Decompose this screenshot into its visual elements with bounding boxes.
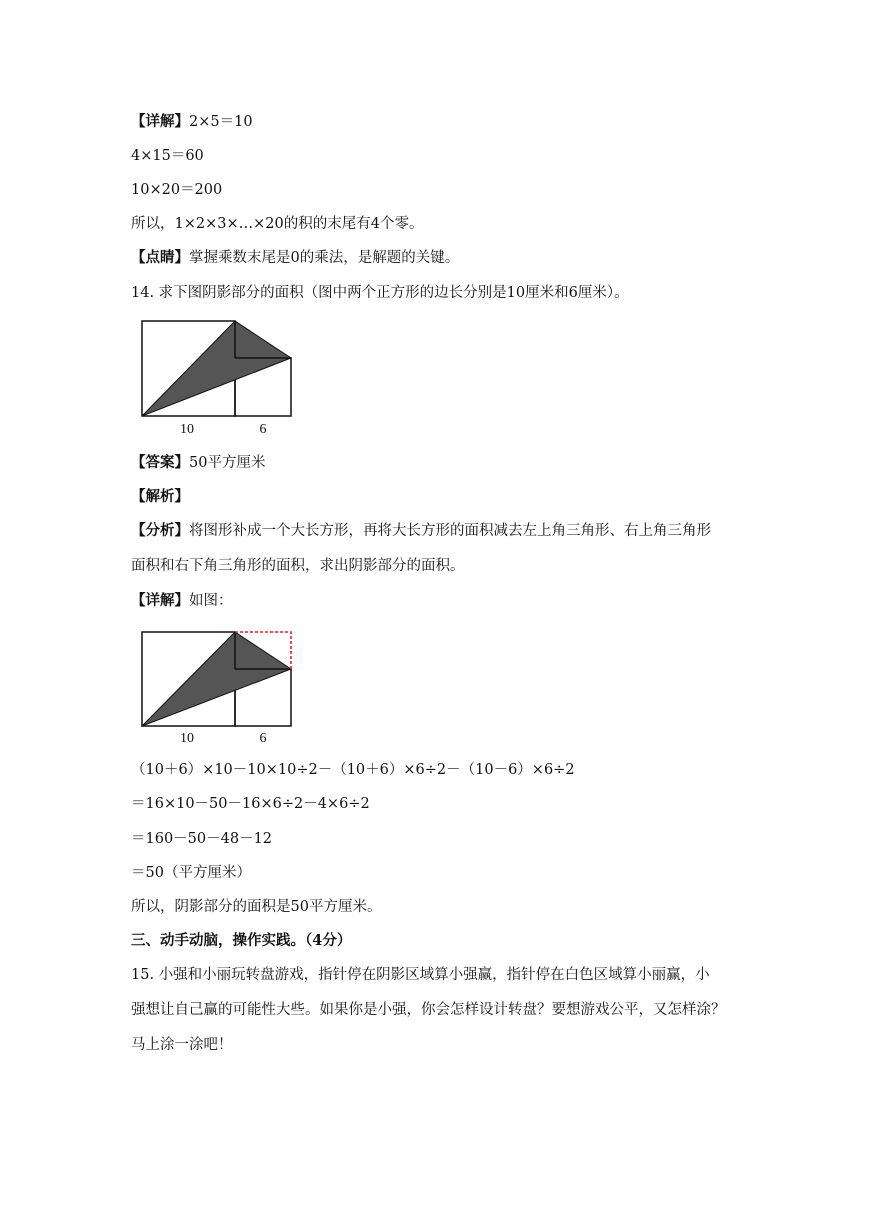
- tip-label: 【点睛】: [131, 249, 189, 266]
- q13-calc-3: 10×20＝200: [131, 182, 223, 198]
- calc-1: （10＋6）×10－10×10÷2－（10＋6）×6÷2－（10－6）×6÷2: [131, 762, 575, 778]
- calc-4: ＝50（平方厘米）: [131, 865, 251, 881]
- analyze-text-1: 将图形补成一个大长方形，再将大长方形的面积减去左上角三角形、右上角三角形: [189, 523, 711, 539]
- label-10: 10: [180, 422, 194, 437]
- detail-text: 如图：: [189, 593, 233, 609]
- shaded-triangle: [142, 321, 291, 416]
- answer-text: 50平方厘米: [189, 455, 266, 471]
- q14-conclusion: 所以，阴影部分的面积是50平方厘米。: [131, 899, 382, 915]
- q14-question: 14. 求下图阴影部分的面积（图中两个正方形的边长分别是10厘米和6厘米）。: [131, 285, 629, 301]
- detail-label-2: 【详解】: [131, 592, 189, 609]
- q15-line-2: 强想让自己赢的可能性大些。如果你是小强，你会怎样设计转盘？要想游戏公平，又怎样涂？: [131, 1002, 726, 1018]
- section-heading: 三、动手动脑，操作实践。（4分）: [131, 932, 352, 949]
- label-6: 6: [259, 422, 267, 437]
- q14-analyze-line: [131, 521, 711, 541]
- q13-calc-2: 4×15＝60: [131, 148, 204, 164]
- detail-label: 【详解】: [131, 113, 189, 130]
- q14-figure-1: [135, 318, 305, 440]
- calc-3: ＝160－50－48－12: [131, 831, 273, 847]
- label-6-b: 6: [259, 731, 267, 746]
- answer-label: 【答案】: [131, 454, 189, 471]
- q14-figure-2: [135, 629, 305, 749]
- q15-line-3: 马上涂一涂吧！: [131, 1037, 233, 1053]
- analyze-text-2: 面积和右下角三角形的面积，求出阴影部分的面积。: [131, 558, 465, 574]
- q13-detail-line: [131, 112, 253, 132]
- analyze-label: 【分析】: [131, 522, 189, 539]
- analysis-label: 【解析】: [131, 488, 189, 505]
- q13-conclusion: 所以，1×2×3×…×20的积的末尾有4个零。: [131, 216, 424, 232]
- q14-detail-line: [131, 591, 233, 611]
- calc-2: ＝16×10－50－16×6÷2－4×6÷2: [131, 796, 370, 812]
- q13-tip-line: [131, 248, 459, 268]
- q14-answer-line: [131, 453, 265, 473]
- tip-text: 掌握乘数末尾是0的乘法，是解题的关键。: [189, 250, 460, 266]
- label-10-b: 10: [180, 731, 194, 746]
- q13-calc-1: 2×5＝10: [189, 114, 253, 130]
- q15-line-1: 15. 小强和小丽玩转盘游戏，指针停在阴影区域算小强赢，指针停在白色区域算小丽赢，小: [131, 967, 710, 983]
- shaded-triangle-2: [142, 632, 291, 726]
